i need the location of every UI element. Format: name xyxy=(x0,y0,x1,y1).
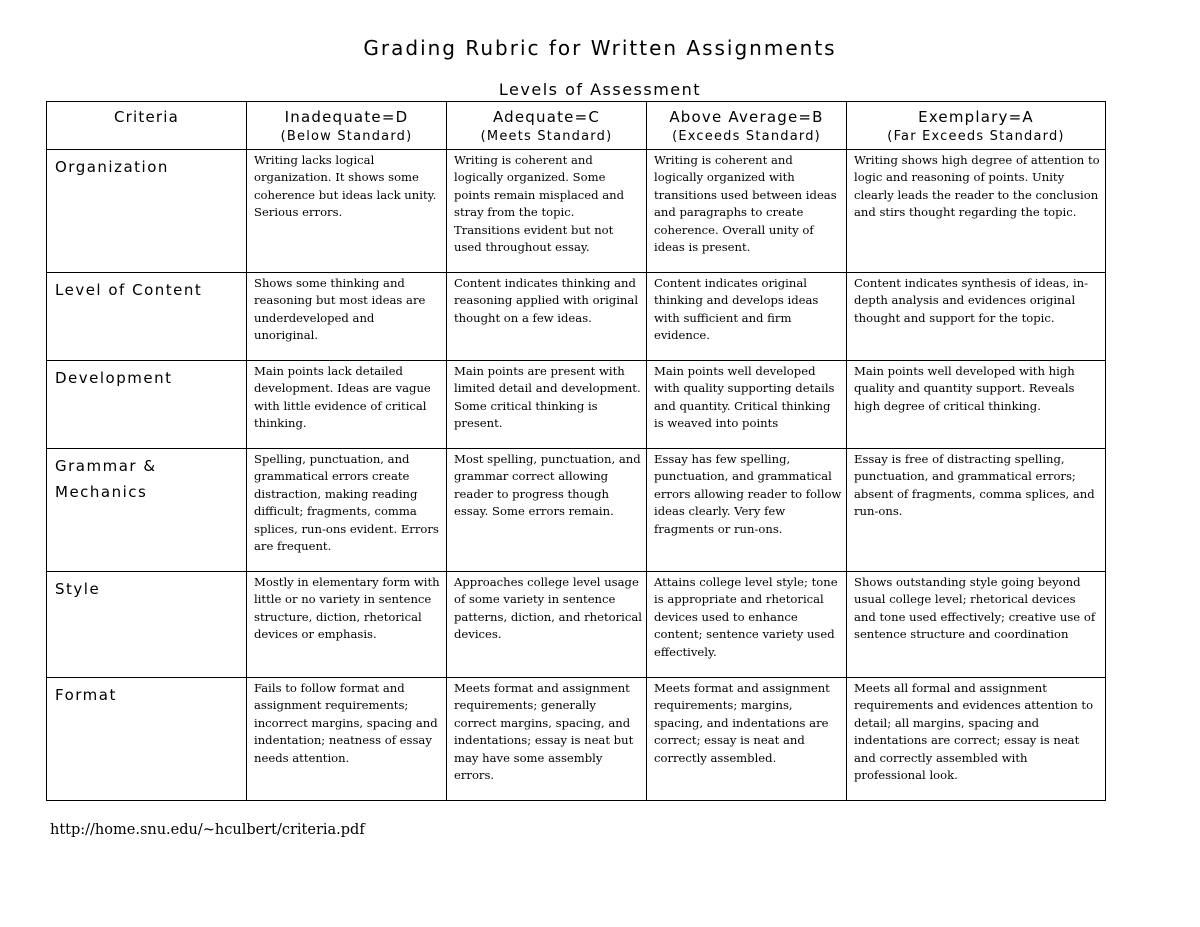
rubric-cell-text: Writing is coherent and logically organized with transitions used between ideas and paragraphs to create coherence. Overall unity of ideas is present. xyxy=(654,153,837,255)
column-header-criteria xyxy=(47,102,247,150)
rubric-cell xyxy=(247,572,447,678)
table-row-style xyxy=(47,572,1106,678)
header-row xyxy=(47,102,1106,150)
column-header-label: Above Average=B xyxy=(669,108,824,126)
rubric-cell-text: Main points well developed with quality supporting details and quantity. Critical thinking is weaved into points xyxy=(654,364,835,431)
rubric-cell-text: Writing shows high degree of attention to logic and reasoning of points. Unity clearly leads the reader to the conclusion and stirs thought regarding the topic. xyxy=(854,153,1100,220)
rubric-cell-text: Essay has few spelling, punctuation, and grammatical errors allowing reader to follow ideas clearly. Very few fragments or run-ons. xyxy=(654,452,842,536)
rubric-cell xyxy=(847,678,1106,801)
table-row-grammar-mechanics xyxy=(47,449,1106,572)
rubric-table xyxy=(46,101,1106,801)
rubric-cell xyxy=(647,273,847,361)
criterion-label: Organization xyxy=(55,158,169,176)
criterion-cell xyxy=(47,678,247,801)
table-row-level-of-content xyxy=(47,273,1106,361)
rubric-cell-text: Content indicates original thinking and develops ideas with sufficient and firm evidence. xyxy=(654,276,819,343)
rubric-cell xyxy=(647,678,847,801)
criterion-cell xyxy=(47,449,247,572)
rubric-cell xyxy=(447,678,647,801)
rubric-cell-text: Content indicates thinking and reasoning applied with original thought on a few ideas. xyxy=(454,276,639,325)
rubric-cell xyxy=(847,150,1106,273)
rubric-cell-text: Meets all formal and assignment requirements and evidences attention to detail; all margins, spacing and indentations are correct; essay is neat and correctly assembled with professional look. xyxy=(854,681,1094,783)
rubric-cell xyxy=(247,273,447,361)
rubric-cell xyxy=(847,361,1106,449)
column-header-label: Inadequate=D xyxy=(284,108,409,126)
rubric-cell xyxy=(447,273,647,361)
rubric-cell-text: Most spelling, punctuation, and grammar correct allowing reader to progress though essay. Some errors remain. xyxy=(454,452,641,519)
column-header-above-average xyxy=(647,102,847,150)
column-header-sublabel: (Below Standard) xyxy=(280,129,413,144)
column-header-sublabel: (Meets Standard) xyxy=(480,129,613,144)
criterion-label: Grammar & Mechanics xyxy=(55,457,157,501)
rubric-cell xyxy=(847,449,1106,572)
rubric-cell-text: Writing is coherent and logically organized. Some points remain misplaced and stray from the topic. Transitions evident but not used throughout essay. xyxy=(454,153,624,255)
criterion-label: Development xyxy=(55,369,173,387)
table-row-format xyxy=(47,678,1106,801)
criterion-label: Level of Content xyxy=(55,281,203,299)
column-header-label: Adequate=C xyxy=(492,108,601,126)
rubric-cell-text: Meets format and assignment requirements; margins, spacing, and indentations are correct; essay is neat and correctly assembled. xyxy=(654,681,830,765)
rubric-cell-text: Spelling, punctuation, and grammatical errors create distraction, making reading difficult; fragments, comma splices, run-ons evident. Errors are frequent. xyxy=(254,452,439,554)
column-header-adequate xyxy=(447,102,647,150)
rubric-cell xyxy=(447,572,647,678)
rubric-cell-text: Content indicates synthesis of ideas, in-depth analysis and evidences original thought and support for the topic. xyxy=(854,276,1089,325)
levels-heading: Levels of Assessment xyxy=(498,80,702,99)
rubric-cell xyxy=(847,273,1106,361)
column-header-inadequate xyxy=(247,102,447,150)
criterion-cell xyxy=(47,150,247,273)
column-header-sublabel: (Exceeds Standard) xyxy=(672,129,821,144)
document-title: Grading Rubric for Written Assignments xyxy=(363,36,837,60)
rubric-cell-text: Fails to follow format and assignment requirements; incorrect margins, spacing and indentation; neatness of essay needs attention. xyxy=(254,681,438,765)
rubric-cell-text: Shows some thinking and reasoning but most ideas are underdeveloped and unoriginal. xyxy=(254,276,426,343)
rubric-cell xyxy=(647,449,847,572)
rubric-cell-text: Meets format and assignment requirements; generally correct margins, spacing, and indentations; essay is neat but may have some assembly errors. xyxy=(454,681,634,783)
criterion-label: Format xyxy=(55,686,117,704)
column-header-sublabel: (Far Exceeds Standard) xyxy=(887,129,1065,144)
rubric-cell-text: Shows outstanding style going beyond usual college level; rhetorical devices and tone used effectively; creative use of sentence structure and coordination xyxy=(854,575,1096,642)
rubric-cell-text: Main points are present with limited detail and development. Some critical thinking is present. xyxy=(454,364,641,431)
table-row-organization xyxy=(47,150,1106,273)
rubric-cell xyxy=(247,150,447,273)
criterion-cell xyxy=(47,273,247,361)
criterion-cell xyxy=(47,361,247,449)
rubric-cell xyxy=(447,361,647,449)
rubric-cell-text: Main points lack detailed development. Ideas are vague with little evidence of critical thinking. xyxy=(254,364,431,431)
rubric-cell xyxy=(647,361,847,449)
footer-url: http://home.snu.edu/~hculbert/criteria.pdf xyxy=(50,822,365,838)
rubric-cell xyxy=(447,150,647,273)
table-row-development xyxy=(47,361,1106,449)
rubric-cell xyxy=(647,150,847,273)
rubric-cell-text: Mostly in elementary form with little or no variety in sentence structure, diction, rhetorical devices or emphasis. xyxy=(254,575,440,642)
rubric-cell xyxy=(847,572,1106,678)
rubric-cell-text: Essay is free of distracting spelling, punctuation, and grammatical errors; absent of fragments, comma splices, and run-ons. xyxy=(854,452,1095,519)
rubric-cell xyxy=(647,572,847,678)
rubric-cell xyxy=(247,678,447,801)
rubric-cell xyxy=(447,449,647,572)
rubric-cell xyxy=(247,449,447,572)
rubric-cell xyxy=(247,361,447,449)
criterion-label: Style xyxy=(55,580,101,598)
rubric-cell-text: Approaches college level usage of some variety in sentence patterns, diction, and rhetorical devices. xyxy=(454,575,643,642)
rubric-cell-text: Attains college level style; tone is appropriate and rhetorical devices used to enhance content; sentence variety used effectively. xyxy=(654,575,838,659)
column-header-label: Exemplary=A xyxy=(918,108,1034,126)
criterion-cell xyxy=(47,572,247,678)
rubric-cell-text: Writing lacks logical organization. It shows some coherence but ideas lack unity. Serious errors. xyxy=(254,153,437,220)
rubric-cell-text: Main points well developed with high quality and quantity support. Reveals high degree of critical thinking. xyxy=(854,364,1075,413)
column-header-exemplary xyxy=(847,102,1106,150)
column-header-label: Criteria xyxy=(113,108,180,126)
